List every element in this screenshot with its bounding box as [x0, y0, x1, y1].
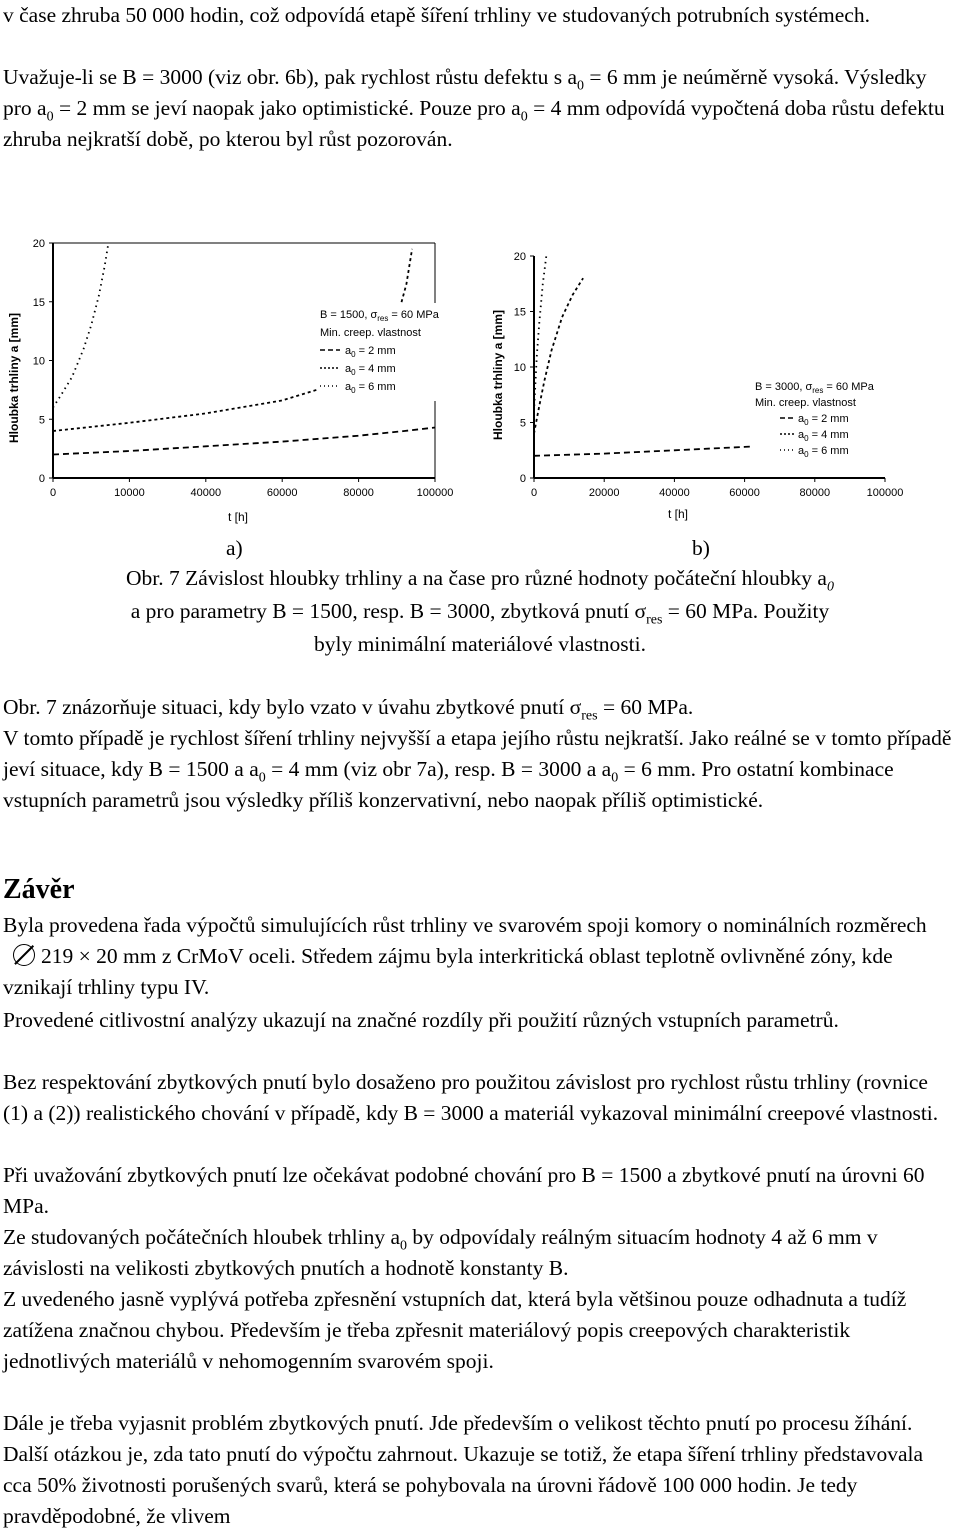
- chart-a-y-tick-label: 5: [38, 414, 45, 427]
- chart-b-y-tick-label: 10: [513, 362, 526, 374]
- conclusion-paragraph-4: Při uvažování zbytkových pnutí lze očekávat podobné chování pro B = 1500 a zbytkové pnutí na úrovni 60 MPa.: [3, 1163, 925, 1218]
- chart-a-x-tick-label: 10000: [114, 487, 145, 499]
- figure-label-a: a): [226, 536, 243, 560]
- chart-b-x-tick-label: 40000: [659, 487, 690, 499]
- chart-a-y-tick-label: 10: [32, 355, 45, 368]
- chart-b-x-tick-label: 60000: [729, 487, 760, 499]
- diameter-symbol-icon: [13, 944, 35, 966]
- chart-a-y-label: Hloubka trhliny a [mm]: [7, 312, 21, 443]
- chart-b-legend-a2: $a_0 = 2$ mm: [798, 413, 849, 427]
- chart-a-legend-a6: $a_0 = 6$ mm: [345, 381, 396, 395]
- chart-b-legend-title: B = 3000, $\sigma_{res} = 60$ MPa: [755, 381, 874, 395]
- conclusion-paragraph-7: Dále je třeba vyjasnit problém zbytkových pnutí. Jde především o velikost těchto pnutí po procesu žíhání. Další otázkou je, zda tato pnutí do výpočtu zahrnout. Ukazuje se totiž, že etapa šíření trhliny představovala cca 50% životnosti porušených svarů, která se pohybovala na úrovni řádově 100 000 hodin. Je tedy pravděpodobné, že vlivem: [3, 1411, 924, 1528]
- chart-a-series-line: [53, 243, 108, 408]
- chart-b-legend-subtitle: Min. creep. vlastnost: [755, 397, 856, 409]
- chart-b-y-tick-label: 20: [513, 251, 526, 263]
- conclusion-paragraph-3: Bez respektování zbytkových pnutí bylo dosaženo pro použitou závislost pro rychlost růstu trhliny (rovnice (1) a (2)) realistického chování v případě, kdy B = 3000 a materiál vykazoval minimální creepové vlastnosti.: [3, 1070, 939, 1125]
- chart-b-x-tick-label: 80000: [799, 487, 831, 499]
- chart-a-x-tick-label: 0: [49, 487, 57, 499]
- figure-caption-line-3: byly minimální materiálové vlastnosti.: [313, 632, 646, 656]
- figure-caption-line-2: a pro parametry B = 1500, resp. B = 3000, zbytková pnutí $\sigma_{res} = 60$ MPa. Použity: [130, 599, 830, 628]
- chart-b-x-tick-label: 0: [530, 487, 538, 499]
- chart-b: [491, 251, 903, 521]
- chart-b-series-line: [534, 256, 546, 411]
- chart-b-x-label: t [h]: [668, 507, 689, 521]
- chart-a-legend: [318, 303, 466, 401]
- chart-a-x-label: t [h]: [228, 510, 249, 524]
- section-heading-zaver: Závěr: [3, 874, 75, 905]
- figure-caption-line-1: Obr. 7 Závislost hloubky trhliny a na čase pro různé hodnoty počáteční hloubky $a_0$: [126, 566, 834, 595]
- chart-a-x-tick-label: 60000: [266, 487, 298, 499]
- chart-a-y-tick-label: 20: [32, 238, 45, 250]
- conclusion-paragraph-1: Byla provedena řada výpočtů simulujících růst trhliny ve svarovém spoji komory o nominálních rozměrech219 × 20 mm z CrMoV oceli. Středem zájmu byla interkritická oblast teplotně ovlivněné zóny, kde vznikají trhliny typu IV.: [3, 913, 927, 999]
- intro-paragraph-1: v čase zhruba 50 000 hodin, což odpovídá etapě šíření trhliny ve studovaných potrubních systémech.: [3, 3, 870, 27]
- chart-b-x-tick-label: 20000: [588, 487, 620, 499]
- chart-a-legend-a4: $a_0 = 4$ mm: [345, 363, 396, 377]
- conclusion-paragraph-6: Z uvedeného jasně vyplývá potřeba zpřesnění vstupních dat, která byla většinou pouze odhadnuta a tudíž zatížena značnou chybou. Především je třeba zpřesnit materiálový popis creepových charakteristik jednotlivých materiálů v nehomogenním svarovém spoji.: [3, 1287, 907, 1373]
- chart-a-legend-title: B = 1500, $\sigma_{res} = 60$ MPa: [320, 309, 439, 323]
- intro-paragraph-2: Uvažuje-li se B = 3000 (viz obr. 6b), pak rychlost růstu defektu s $a_0 = 6$ mm je neúměrně vysoká. Výsledky pro $a_0 = 2$ mm se jeví naopak jako optimistické. Pouze pro $a_0 = 4$ mm odpovídá vypočtená doba růstu defektu zhruba nejkratší době, po kterou byl růst pozorován.: [3, 65, 945, 151]
- chart-b-x-tick-label: 100000: [866, 487, 904, 499]
- chart-a-x-tick-label: 80000: [343, 487, 374, 499]
- chart-a-legend-a2: $a_0 = 2$ mm: [345, 345, 396, 359]
- chart-b-y-tick-label: 0: [519, 473, 526, 485]
- conclusion-paragraph-5: Ze studovaných počátečních hloubek trhliny $a_0$ by odpovídaly reálným situacím hodnoty 4 až 6 mm v závislosti na velikosti zbytkových pnutích a hodnotě konstanty B.: [3, 1225, 878, 1280]
- chart-a-y-tick-label: 0: [38, 473, 45, 485]
- chart-b-legend-a4: $a_0 = 4$ mm: [798, 429, 849, 443]
- figure-label-b: b): [692, 536, 710, 560]
- chart-a-y-tick-label: 15: [32, 296, 45, 309]
- chart-b-legend-a6: $a_0 = 6$ mm: [798, 445, 849, 459]
- chart-a-series-line: [53, 428, 435, 455]
- chart-a: [7, 238, 466, 524]
- paragraph-residual-stress: Obr. 7 znázorňuje situaci, kdy bylo vzato v úvahu zbytkové pnutí $\sigma_{res} = 60$ MPa. V tomto případě je rychlost šíření trhliny nejvyšší a etapa jejího růstu nejkratší. Jako reálné se v tomto případě jeví situace, kdy B = 1500 a $a_0 = 4$ mm (viz obr 7a), resp. B = 3000 a $a_0 = 6$ mm. Pro ostatní kombinace vstupních parametrů jsou výsledky příliš konzervativní, nebo naopak příliš optimistické.: [3, 695, 952, 812]
- figure-7-charts: [0, 228, 960, 533]
- chart-b-y-tick-label: 5: [519, 417, 526, 430]
- chart-a-legend-subtitle: Min. creep. vlastnost: [320, 327, 421, 339]
- chart-b-legend: [752, 376, 902, 462]
- conclusion-paragraph-2: Provedené citlivostní analýzy ukazují na značné rozdíly při použití různých vstupních parametrů.: [3, 1008, 839, 1032]
- chart-b-y-label: Hloubka trhliny a [mm]: [491, 309, 505, 440]
- chart-a-x-tick-label: 100000: [416, 487, 454, 499]
- chart-a-x-tick-label: 40000: [190, 487, 222, 499]
- chart-b-y-tick-label: 15: [513, 306, 526, 319]
